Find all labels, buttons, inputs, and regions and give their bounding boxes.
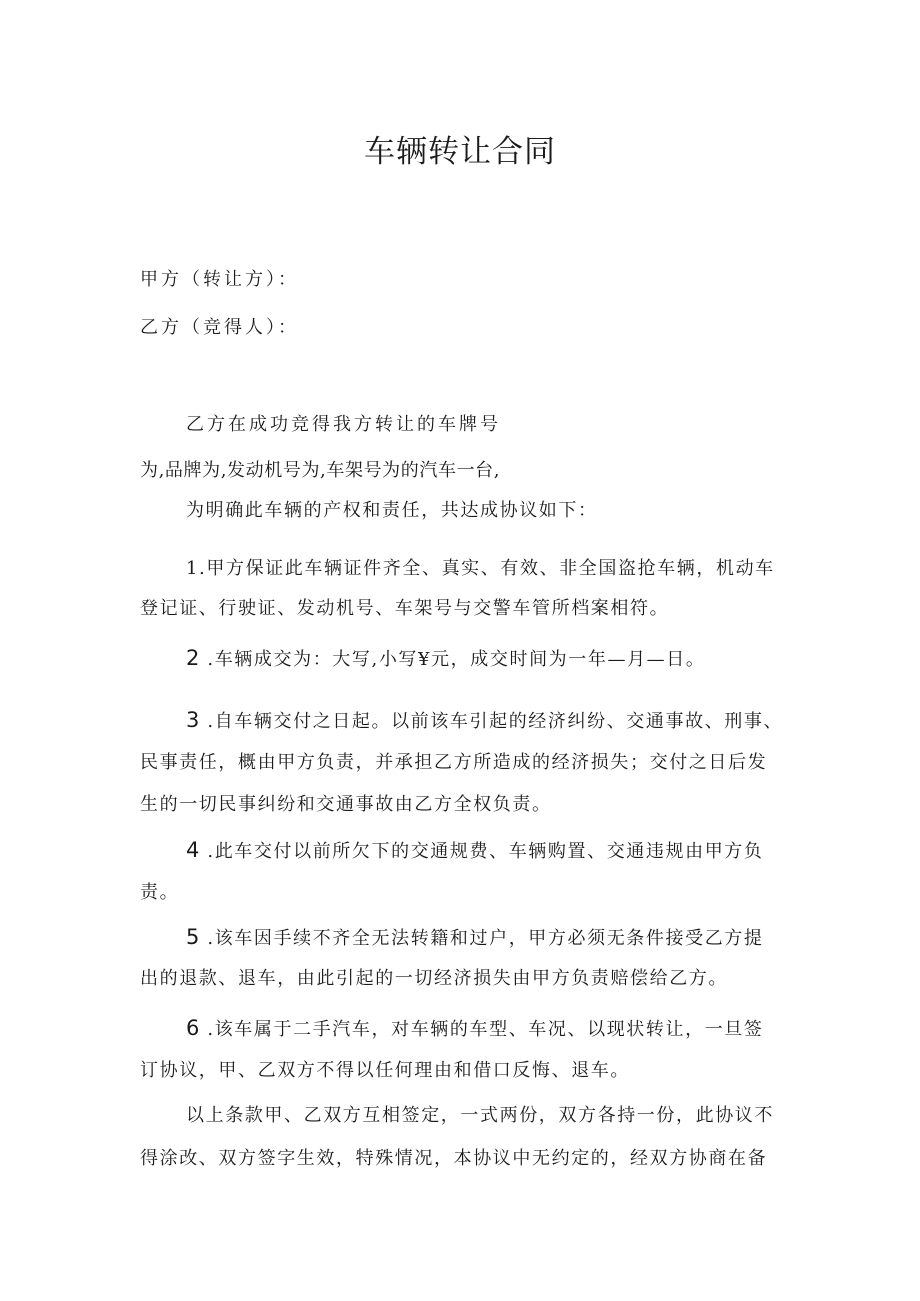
clause-text: .车辆成交为：大写,小写¥元，成交时间为一年—月—日。 — [207, 649, 706, 670]
intro-line: 乙方在成功竞得我方转让的车牌号 — [186, 414, 501, 435]
clause-number: 6 — [186, 1016, 200, 1040]
clause-2-line — [186, 646, 836, 672]
closing-line: 以上条款甲、乙双方互相签定，一式两份，双方各持一份，此协议不 — [186, 1105, 774, 1126]
clause-5-line — [186, 925, 836, 951]
clause-3-line: 民事责任，概由甲方负责，并承担乙方所造成的经济损失；交付之日后发 — [140, 752, 768, 773]
clause-5-line: 出的退款、退车，由此引起的一切经济损失由甲方负责赔偿给乙方。 — [140, 968, 728, 989]
clause-3-line — [186, 708, 836, 734]
clause-number: 4 — [186, 838, 200, 862]
clause-4-line: 责。 — [140, 882, 180, 903]
clause-6-line — [186, 1016, 836, 1042]
document-title: 车辆转让合同 — [364, 134, 556, 170]
clause-text: .此车交付以前所欠下的交通规费、车辆购置、交通违规由甲方负 — [207, 841, 764, 862]
clause-1-line: 1.甲方保证此车辆证件齐全、真实、有效、非全国盗抢车辆，机动车 — [186, 558, 775, 579]
clause-number: 5 — [186, 925, 200, 949]
party-b-label: 乙方（竞得人）： — [140, 317, 299, 338]
clause-text: .自车辆交付之日起。以前该车引起的经济纠纷、交通事故、刑事、 — [207, 711, 784, 732]
clause-1-line: 登记证、行驶证、发动机号、车架号与交警车管所档案相符。 — [140, 598, 670, 619]
clause-text: .该车属于二手汽车，对车辆的车型、车况、以现状转让，一旦签 — [207, 1019, 764, 1040]
party-a-label: 甲方（转让方）： — [140, 269, 299, 290]
clause-text: .该车因手续不齐全无法转籍和过户，甲方必须无条件接受乙方提 — [207, 928, 764, 949]
intro-line: 为,品牌为,发动机号为,车架号为的汽车一台, — [140, 460, 501, 481]
clause-3-line: 生的一切民事纠纷和交通事故由乙方全权负责。 — [140, 794, 552, 815]
clause-6-line: 订协议，甲、乙双方不得以任何理由和借口反悔、退车。 — [140, 1060, 630, 1081]
clause-4-line — [186, 838, 836, 864]
clause-number: 3 — [186, 708, 200, 732]
intro-line: 为明确此车辆的产权和责任，共达成协议如下： — [186, 500, 598, 521]
clause-number: 2 — [186, 646, 200, 670]
closing-line: 得涂改、双方签字生效，特殊情况，本协议中无约定的，经双方协商在备 — [140, 1148, 768, 1169]
